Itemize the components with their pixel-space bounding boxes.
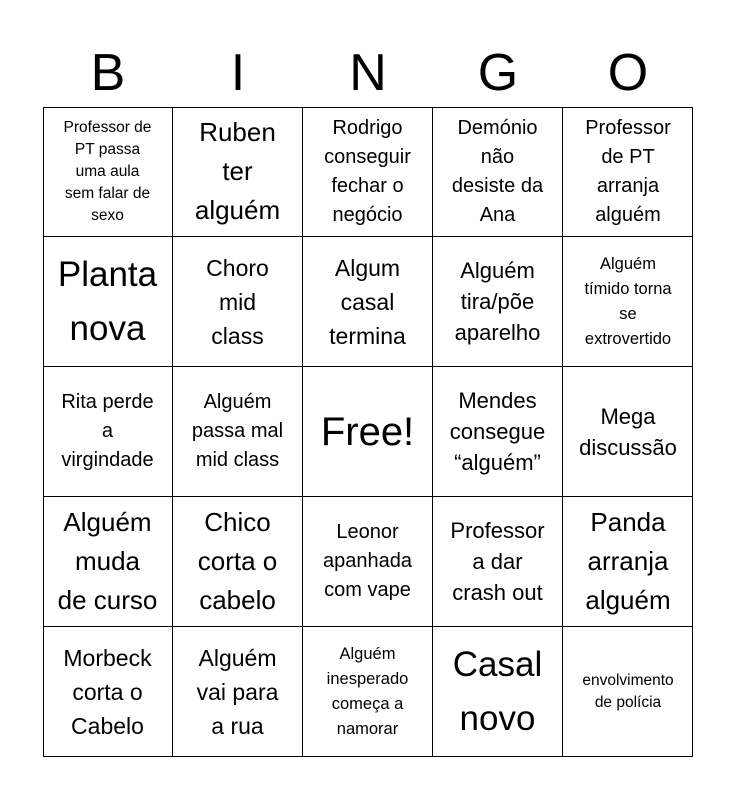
bingo-cell[interactable] — [433, 497, 563, 627]
bingo-cell[interactable] — [43, 497, 173, 627]
bingo-cell[interactable] — [563, 497, 693, 627]
cell-label: Alguém passa mal mid class — [191, 391, 284, 471]
cell-label: envolvimento de polícia — [582, 672, 674, 711]
bingo-cell[interactable] — [563, 367, 693, 497]
bingo-cell[interactable] — [43, 107, 173, 237]
cell-label: Panda arranja alguém — [585, 507, 671, 615]
cell-label: Casal novo — [452, 645, 543, 738]
header-letter-g: G — [477, 44, 519, 102]
cell-label: Mega discussão — [579, 403, 677, 460]
cell-label: Free! — [320, 409, 415, 454]
cell-label: Choro mid class — [206, 254, 269, 349]
cell-label: Rita perde a virgindade — [61, 391, 154, 471]
bingo-cell[interactable] — [173, 237, 303, 367]
bingo-cell[interactable] — [173, 627, 303, 757]
cell-label: Professor a dar crash out — [450, 518, 545, 605]
bingo-cell[interactable] — [303, 237, 433, 367]
cell-label: Planta nova — [57, 254, 158, 348]
cell-label: Algum casal termina — [329, 254, 406, 349]
cell-label: Professor de PT arranja alguém — [585, 116, 671, 226]
header-letter-o: O — [607, 44, 649, 102]
bingo-cell[interactable] — [43, 627, 173, 757]
cell-label: Professor de PT passa uma aula sem falar de sexo — [63, 118, 152, 224]
cell-label: Morbeck corta o Cabelo — [63, 645, 152, 739]
header-letter-b: B — [90, 44, 126, 102]
cell-label: Alguém vai para a rua — [196, 645, 279, 739]
cell-label: Leonor apanhada com vape — [323, 521, 412, 601]
header-letter-i: I — [230, 44, 246, 102]
cell-label: Alguém tímido torna se extrovertido — [584, 254, 672, 348]
bingo-cell[interactable] — [173, 497, 303, 627]
bingo-cell[interactable] — [43, 367, 173, 497]
bingo-grid — [43, 107, 693, 757]
bingo-cell[interactable] — [173, 107, 303, 237]
bingo-header — [43, 38, 693, 108]
cell-label: Demónio não desiste da Ana — [451, 116, 544, 226]
cell-label: Alguém tira/põe aparelho — [454, 258, 541, 345]
cell-label: Alguém inesperado começa a namorar — [326, 645, 409, 738]
bingo-cell[interactable] — [433, 237, 563, 367]
bingo-cell[interactable] — [433, 367, 563, 497]
cell-label: Alguém muda de curso — [57, 507, 158, 615]
bingo-cell[interactable] — [303, 627, 433, 757]
free-space-cell[interactable] — [303, 367, 433, 497]
bingo-cell[interactable] — [303, 497, 433, 627]
bingo-cell[interactable] — [563, 627, 693, 757]
bingo-cell[interactable] — [173, 367, 303, 497]
cell-label: Ruben ter alguém — [194, 117, 281, 225]
header-letter-n: N — [349, 44, 387, 102]
bingo-cell[interactable] — [303, 107, 433, 237]
cell-label: Mendes consegue “alguém” — [449, 388, 546, 475]
cell-label: Rodrigo conseguir fechar o negócio — [324, 116, 411, 226]
cell-label: Chico corta o cabelo — [197, 507, 278, 615]
bingo-cell[interactable] — [433, 107, 563, 237]
bingo-cell[interactable] — [563, 237, 693, 367]
bingo-cell[interactable] — [433, 627, 563, 757]
bingo-cell[interactable] — [563, 107, 693, 237]
bingo-cell[interactable] — [43, 237, 173, 367]
